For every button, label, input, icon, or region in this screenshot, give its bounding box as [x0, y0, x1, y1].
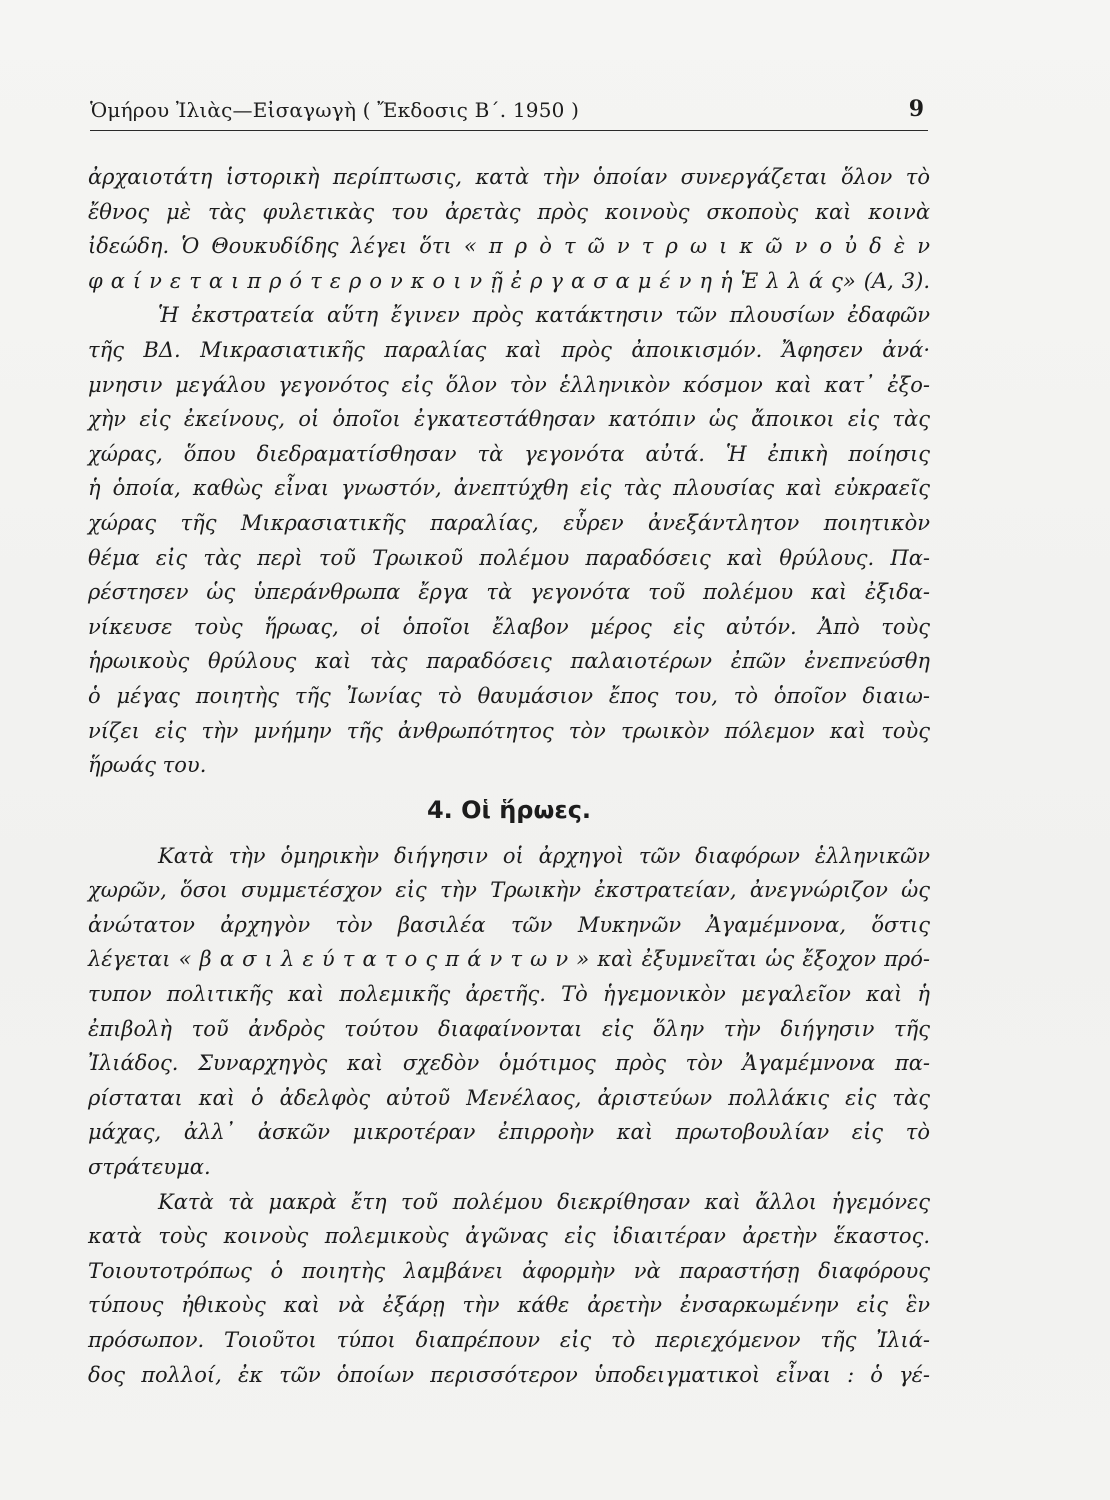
text-line: χωρῶν, ὅσοι συμμετέσχον εἰς τὴν Τρωικὴν ἐκστρατείαν, ἀνεγνώριζον ὡς — [88, 878, 930, 903]
text-line: τυπον πολιτικῆς καὶ πολεμικῆς ἀρετῆς. Τὸ ἡγεμονικὸν μεγαλεῖον καὶ ἡ — [88, 982, 930, 1007]
text-line: μνησιν μεγάλου γεγονότος εἰς ὅλον τὸν ἑλληνικὸν κόσμον καὶ κατ᾽ ἐξο- — [88, 372, 930, 397]
text-line: ἡ ὁποία, καθὼς εἶναι γνωστόν, ἀνεπτύχθη εἰς τὰς πλουσίας καὶ εὐκραεῖς — [88, 476, 930, 501]
text-line: ἥρωάς του. — [88, 753, 207, 778]
text-line: χώρας τῆς Μικρασιατικῆς παραλίας, εὗρεν ἀνεξάντλητον ποιητικὸν — [88, 510, 930, 535]
paragraph-1 — [88, 160, 930, 298]
text-line: τῆς ΒΔ. Μικρασιατικῆς παραλίας καὶ πρὸς ἀποικισμόν. Ἄφησεν ἀνά· — [88, 337, 930, 362]
text-line: χὴν εἰς ἐκείνους, οἱ ὁποῖοι ἐγκατεστάθησαν κατόπιν ὡς ἄποικοι εἰς τὰς — [88, 407, 930, 432]
text-line: θέμα εἰς τὰς περὶ τοῦ Τρωικοῦ πολέμου παραδόσεις καὶ θρύλους. Πα- — [88, 545, 930, 570]
text-line: Κατὰ τὰ μακρὰ ἔτη τοῦ πολέμου διεκρίθησαν καὶ ἄλλοι ἡγεμόνες — [158, 1189, 930, 1214]
text-line: στράτευμα. — [88, 1155, 211, 1180]
text-line: δος πολλοί, ἐκ τῶν ὁποίων περισσότερον ὑποδειγματικοὶ εἶναι : ὁ γέ- — [88, 1362, 930, 1387]
text-line: ρίσταται καὶ ὁ ἀδελφὸς αὐτοῦ Μενέλαος, ἀριστεύων πολλάκις εἰς τὰς — [88, 1085, 930, 1110]
text-line: ἀρχαιοτάτη ἱστορικὴ περίπτωσις, κατὰ τὴν ὁποίαν συνεργάζεται ὅλον τὸ — [88, 165, 930, 189]
running-header — [90, 96, 928, 131]
section-heading: 4. Οἱ ἥρωες. — [426, 795, 592, 824]
text-line: νίκευσε τοὺς ἥρωας, οἱ ὁποῖοι ἔλαβον μέρος εἰς αὐτόν. Ἀπὸ τοὺς — [88, 614, 930, 639]
text-line: φ α ί ν ε τ α ι π ρ ό τ ε ρ ο ν κ ο ι ν ῇ ἐ ρ γ α σ α μ έ ν η ἡ Ἑ λ λ ά ς» (Α, 3). — [88, 268, 930, 293]
paragraph-2 — [88, 298, 930, 782]
text-line: ὁ μέγας ποιητὴς τῆς Ἰωνίας τὸ θαυμάσιον ἔπος του, τὸ ὁποῖον διαιω- — [88, 683, 930, 708]
text-line: Ἡ ἐκστρατεία αὕτη ἔγινεν πρὸς κατάκτησιν τῶν πλουσίων ἐδαφῶν — [158, 303, 930, 328]
text-line: κατὰ τοὺς κοινοὺς πολεμικοὺς ἀγῶνας εἰς ἰδιαιτέραν ἀρετὴν ἕκαστος. — [88, 1224, 930, 1249]
text-line: Ἰλιάδος. Συναρχηγὸς καὶ σχεδὸν ὁμότιμος πρὸς τὸν Ἀγαμέμνονα πα- — [88, 1051, 930, 1076]
text-line: ἐπιβολὴ τοῦ ἀνδρὸς τούτου διαφαίνονται εἰς ὅλην τὴν διήγησιν τῆς — [88, 1016, 930, 1041]
paragraph-3 — [88, 839, 930, 1185]
page-number: 9 — [908, 96, 924, 122]
text-line: μάχας, ἀλλ᾽ ἀσκῶν μικροτέραν ἐπιρροὴν καὶ πρωτοβουλίαν εἰς τὸ — [88, 1120, 930, 1145]
text-line: Τοιουτοτρόπως ὁ ποιητὴς λαμβάνει ἀφορμὴν νὰ παραστήσῃ διαφόρους — [88, 1258, 930, 1283]
text-line: Κατὰ τὴν ὁμηρικὴν διήγησιν οἱ ἀρχηγοὶ τῶν διαφόρων ἑλληνικῶν — [158, 843, 930, 868]
text-line: ἰδεώδη. Ὁ Θουκυδίδης λέγει ὅτι « π ρ ὸ τ ῶ ν τ ρ ω ι κ ῶ ν ο ὐ δ ὲ ν — [88, 234, 930, 259]
paragraph-4 — [88, 1185, 930, 1393]
text-line: ἀνώτατον ἀρχηγὸν τὸν βασιλέα τῶν Μυκηνῶν Ἀγαμέμνονα, ὅστις — [88, 912, 930, 937]
text-line: ἔθνος μὲ τὰς φυλετικὰς του ἀρετὰς πρὸς κοινοὺς σκοποὺς καὶ κοινὰ — [88, 199, 930, 224]
running-title: Ὁμήρου Ἰλιὰς—Εἰσαγωγὴ ( Ἔκδοσις Β΄. 1950 ) — [90, 98, 580, 122]
text-line: πρόσωπον. Τοιοῦτοι τύποι διαπρέπουν εἰς τὸ περιεχόμενον τῆς Ἰλιά- — [88, 1328, 930, 1352]
text-line: ἡρωικοὺς θρύλους καὶ τὰς παραδόσεις παλαιοτέρων ἐπῶν ἐνεπνεύσθη — [88, 649, 930, 674]
text-line: τύπους ἠθικοὺς καὶ νὰ ἐξάρῃ τὴν κάθε ἀρετὴν ἐνσαρκωμένην εἰς ἓν — [88, 1293, 930, 1318]
text-line: χώρας, ὅπου διεδραματίσθησαν τὰ γεγονότα αὐτά. Ἡ ἐπικὴ ποίησις — [88, 441, 930, 466]
text-line: λέγεται « β α σ ι λ ε ύ τ α τ ο ς π ά ν τ ω ν » καὶ ἐξυμνεῖται ὡς ἔξοχον πρό- — [88, 947, 930, 972]
text-line: νίζει εἰς τὴν μνήμην τῆς ἀνθρωπότητος τὸν τρωικὸν πόλεμον καὶ τοὺς — [88, 718, 930, 743]
body-text — [88, 160, 930, 1392]
text-line: ρέστησεν ὡς ὑπεράνθρωπα ἔργα τὰ γεγονότα τοῦ πολέμου καὶ ἐξιδα- — [88, 580, 930, 605]
